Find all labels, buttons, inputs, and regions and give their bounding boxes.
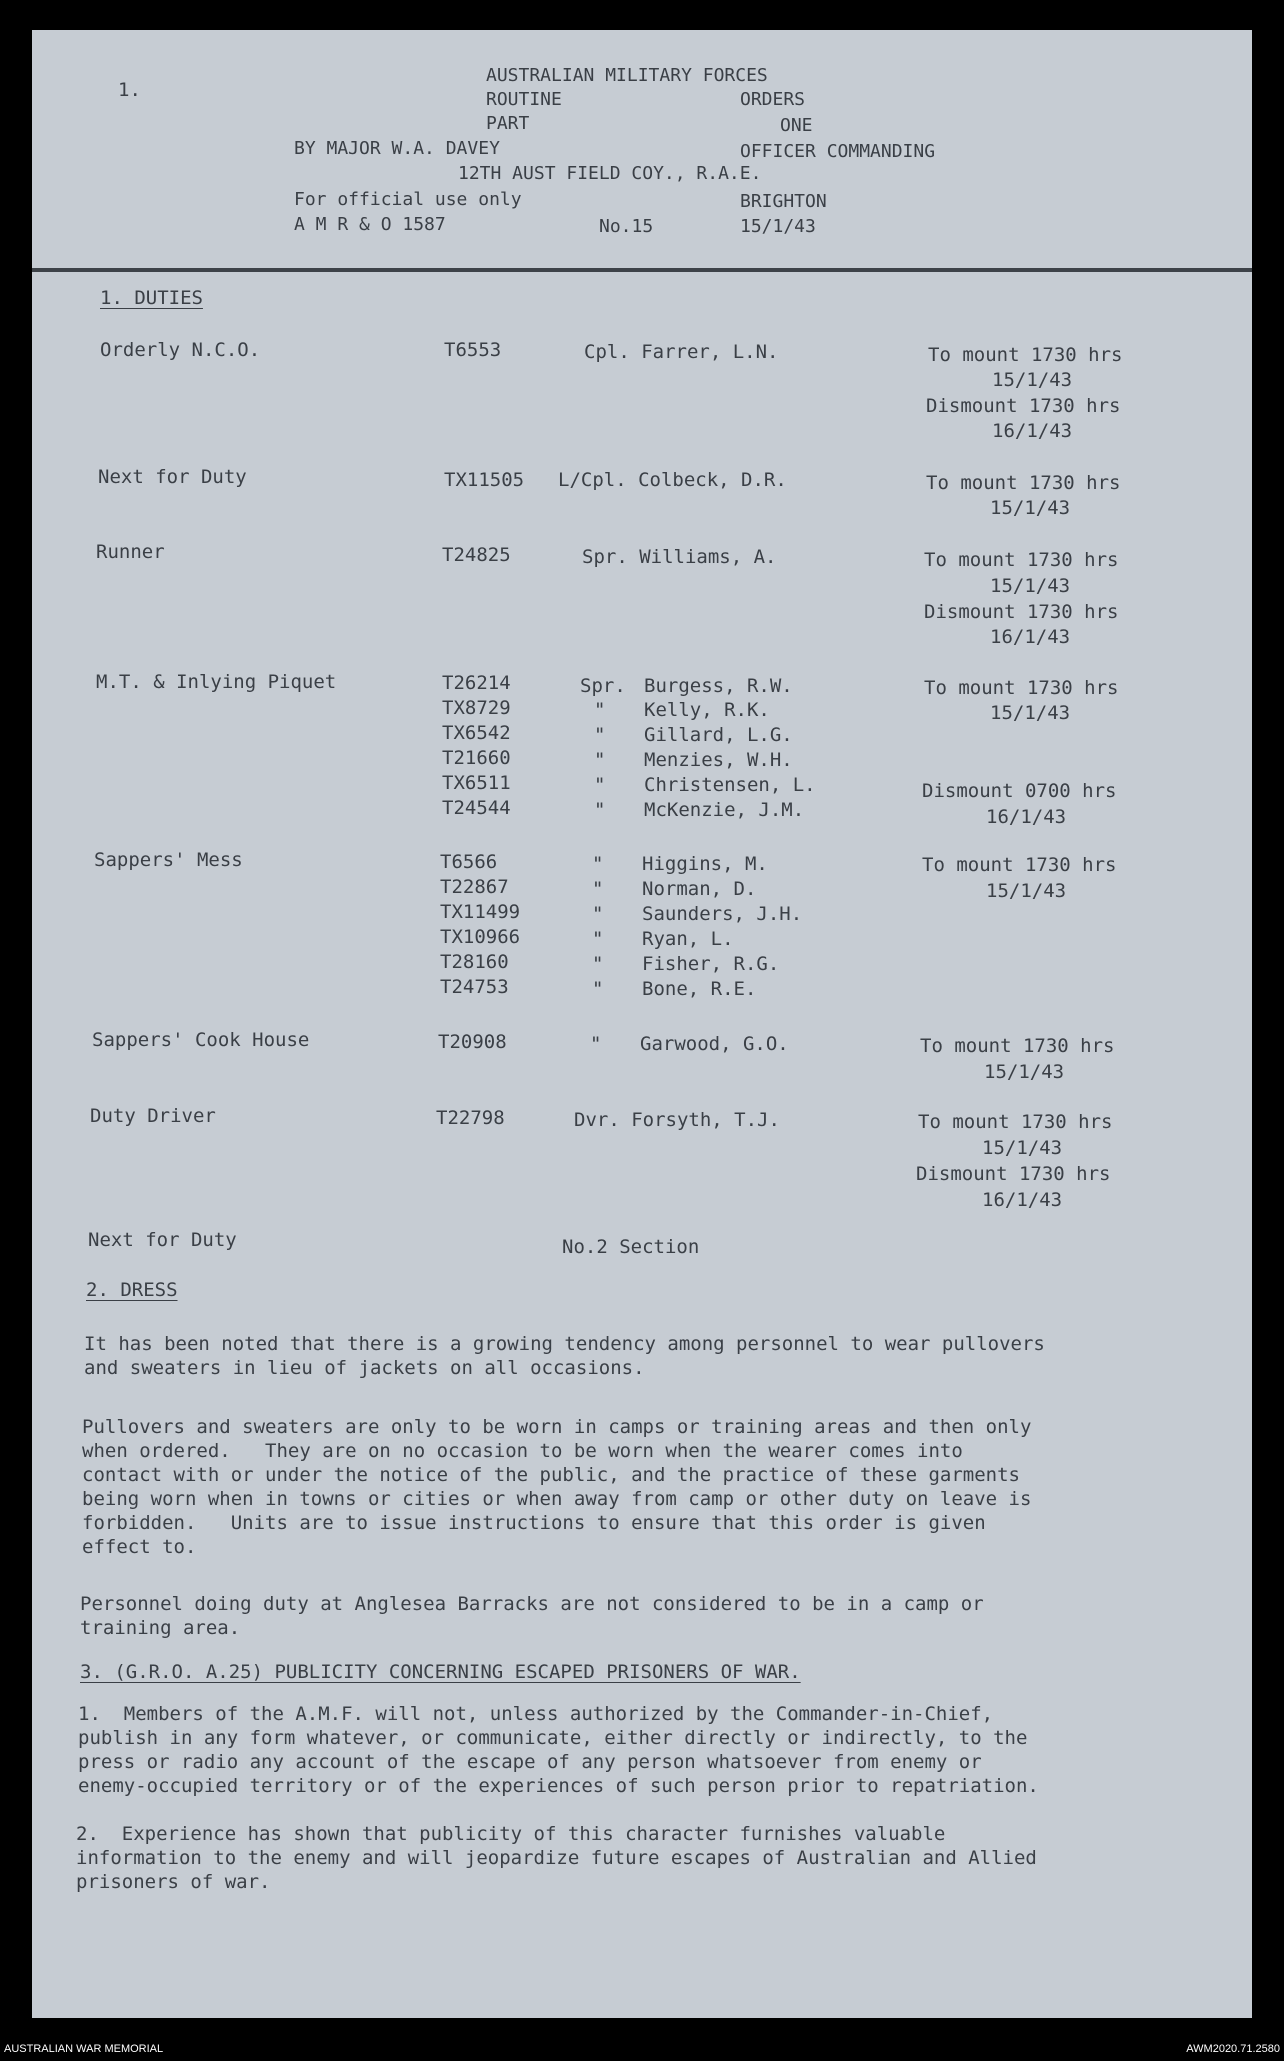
page-mark: 1.: [118, 79, 141, 101]
mess-rank: ": [592, 853, 604, 875]
driver-name: Dvr. Forsyth, T.J.: [574, 1109, 780, 1131]
driver-num: T22798: [436, 1107, 505, 1129]
mess-num: TX11499: [440, 901, 521, 923]
runner-label: Runner: [96, 541, 165, 563]
piquet-name: Kelly, R.K.: [644, 699, 770, 721]
mess-name: Fisher, R.G.: [642, 953, 780, 975]
orderly-num: T6553: [444, 339, 502, 361]
dress-paragraph-3: Personnel doing duty at Anglesea Barracks are not considered to be in a camp or training area.: [80, 1593, 984, 1639]
runner-t2: Dismount 1730 hrs: [924, 601, 1119, 623]
cook-rank: ": [590, 1033, 602, 1055]
cook-label: Sappers' Cook House: [92, 1029, 310, 1051]
footer-source: AUSTRALIAN WAR MEMORIAL: [4, 2043, 164, 2055]
runner-name: Spr. Williams, A.: [582, 546, 777, 568]
header-one: ONE: [780, 115, 813, 136]
mess-rank: ": [592, 903, 604, 925]
mess-name: Saunders, J.H.: [642, 903, 803, 925]
piquet-rank: ": [594, 749, 606, 771]
header-unit: 12TH AUST FIELD COY., R.A.E.: [458, 163, 762, 184]
header-amr: A M R & O 1587: [294, 214, 446, 235]
mess-name: Higgins, M.: [642, 853, 768, 875]
piquet-t1: To mount 1730 hrs: [924, 677, 1119, 699]
piquet-name: Gillard, L.G.: [644, 724, 793, 746]
mess-rank: ": [592, 953, 604, 975]
piquet-name: Menzies, W.H.: [644, 749, 793, 771]
publicity-paragraph-1: 1. Members of the A.M.F. will not, unless authorized by the Commander-in-Chief, publish in any form whatever, or communicate, either directly or indirectly, to the press or radio any account of the escape of any person whatsoever from enemy or enemy-occupied territory or of the experiences of such person prior to repatriation.: [78, 1703, 1039, 1797]
orderly-d2: 16/1/43: [992, 420, 1073, 442]
mess-num: T28160: [440, 951, 509, 973]
header-orders: ORDERS: [740, 89, 806, 110]
runner-d2: 16/1/43: [990, 626, 1071, 648]
driver-t2: Dismount 1730 hrs: [916, 1163, 1111, 1185]
next1-t1: To mount 1730 hrs: [926, 472, 1121, 494]
mess-rank: ": [592, 978, 604, 1000]
header-by: BY MAJOR W.A. DAVEY: [294, 138, 500, 159]
next1-name: L/Cpl. Colbeck, D.R.: [558, 469, 787, 491]
mess-label: Sappers' Mess: [94, 849, 243, 871]
mess-rank: ": [592, 878, 604, 900]
mess-num: TX10966: [440, 926, 521, 948]
publicity-paragraph-2: 2. Experience has shown that publicity of this character furnishes valuable information to the enemy and will jeopardize future escapes of Australian and Allied prisoners of war.: [76, 1823, 1037, 1893]
orderly-name: Cpl. Farrer, L.N.: [584, 341, 779, 363]
next2-label: Next for Duty: [88, 1229, 237, 1251]
mess-name: Bone, R.E.: [642, 978, 757, 1000]
mess-rank: ": [592, 928, 604, 950]
header-official: For official use only: [294, 189, 522, 210]
piquet-name: Christensen, L.: [644, 774, 816, 796]
driver-d2: 16/1/43: [982, 1189, 1063, 1211]
piquet-rank: ": [594, 724, 606, 746]
publicity-heading: 3. (G.R.O. A.25) PUBLICITY CONCERNING ESCAPED PRISONERS OF WAR.: [80, 1661, 801, 1683]
piquet-d1: 15/1/43: [990, 702, 1071, 724]
driver-t1: To mount 1730 hrs: [918, 1111, 1113, 1133]
mess-name: Ryan, L.: [642, 928, 734, 950]
cook-d1: 15/1/43: [984, 1061, 1065, 1083]
piquet-rank: ": [594, 799, 606, 821]
piquet-rank: ": [594, 774, 606, 796]
mess-num: T24753: [440, 976, 509, 998]
piquet-name: Burgess, R.W.: [644, 675, 793, 697]
piquet-t2: Dismount 0700 hrs: [922, 780, 1117, 802]
mess-d1: 15/1/43: [986, 880, 1067, 902]
dress-paragraph-1: It has been noted that there is a growing tendency among personnel to wear pullovers and sweaters in lieu of jackets on all occasions.: [84, 1333, 1045, 1379]
mess-num: T22867: [440, 876, 509, 898]
orderly-t2: Dismount 1730 hrs: [926, 395, 1121, 417]
header-number: No.15: [599, 216, 654, 237]
runner-num: T24825: [442, 544, 511, 566]
next2-value: No.2 Section: [562, 1236, 700, 1258]
piquet-rank: Spr.: [580, 675, 626, 697]
piquet-num: TX6542: [442, 722, 511, 744]
cook-t1: To mount 1730 hrs: [920, 1035, 1115, 1057]
next1-label: Next for Duty: [98, 466, 247, 488]
header-part: PART: [486, 113, 530, 134]
piquet-num: T21660: [442, 747, 511, 769]
piquet-num: TX8729: [442, 697, 511, 719]
duties-heading: 1. DUTIES: [100, 287, 203, 309]
header-date: 15/1/43: [740, 216, 816, 237]
header-place: BRIGHTON: [740, 191, 827, 212]
piquet-num: T26214: [442, 672, 511, 694]
runner-d1: 15/1/43: [990, 575, 1071, 597]
header-routine: ROUTINE: [486, 89, 562, 110]
cook-num: T20908: [438, 1031, 507, 1053]
piquet-num: T24544: [442, 797, 511, 819]
header-officer: OFFICER COMMANDING: [740, 141, 936, 162]
orderly-t1: To mount 1730 hrs: [928, 344, 1123, 366]
piquet-num: TX6511: [442, 772, 511, 794]
mess-num: T6566: [440, 851, 498, 873]
piquet-d2: 16/1/43: [986, 806, 1067, 828]
header-divider: [32, 268, 1252, 272]
mess-t1: To mount 1730 hrs: [922, 854, 1117, 876]
next1-d1: 15/1/43: [990, 497, 1071, 519]
piquet-rank: ": [594, 699, 606, 721]
driver-label: Duty Driver: [90, 1105, 216, 1127]
document-page: [32, 30, 1252, 2018]
mess-name: Norman, D.: [642, 878, 757, 900]
piquet-label: M.T. & Inlying Piquet: [96, 671, 337, 693]
footer-accession: AWM2020.71.2580: [1186, 2043, 1280, 2055]
dress-heading: 2. DRESS: [86, 1279, 178, 1301]
cook-name: Garwood, G.O.: [640, 1033, 789, 1055]
header-line1: AUSTRALIAN MILITARY FORCES: [486, 65, 768, 86]
orderly-d1: 15/1/43: [992, 369, 1073, 391]
driver-d1: 15/1/43: [982, 1137, 1063, 1159]
next1-num: TX11505: [444, 469, 525, 491]
orderly-label: Orderly N.C.O.: [100, 339, 261, 361]
runner-t1: To mount 1730 hrs: [924, 549, 1119, 571]
dress-paragraph-2: Pullovers and sweaters are only to be worn in camps or training areas and then only when ordered. They are on no occasion to be worn when the wearer comes into contact with or under the notice of the public, and the practice of these garments being worn when in towns or cities or when away from camp or other duty on leave is forbidden. Units are to issue instructions to ensure that this order is given effect to.: [82, 1416, 1032, 1558]
piquet-name: McKenzie, J.M.: [644, 799, 805, 821]
